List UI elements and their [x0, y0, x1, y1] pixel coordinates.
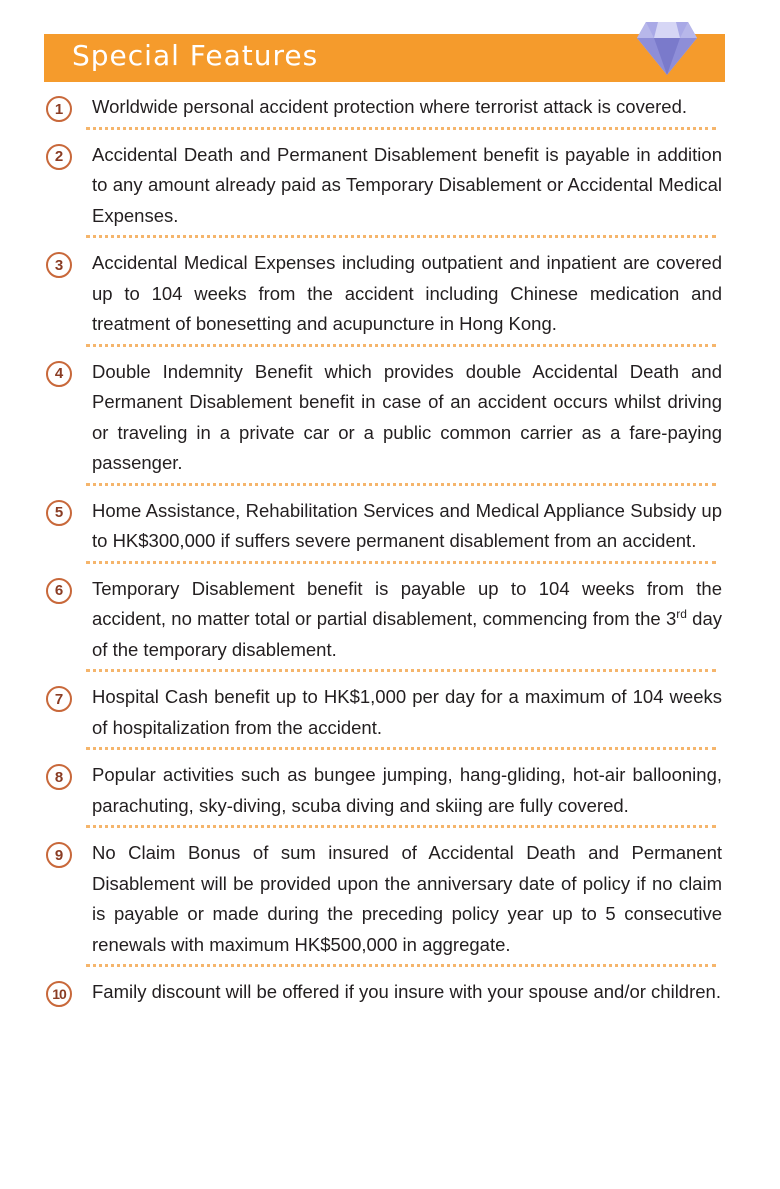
number-badge: 8 [46, 764, 72, 790]
number-badge: 10 [46, 981, 72, 1007]
feature-item [46, 357, 722, 479]
feature-item [46, 574, 722, 666]
feature-item [46, 977, 722, 1008]
dotted-divider [86, 669, 716, 672]
feature-text: Hospital Cash benefit up to HK$1,000 per day for a maximum of 104 weeks of hospitalization from the accident. [92, 686, 722, 738]
feature-text: Family discount will be offered if you insure with your spouse and/or children. [92, 981, 721, 1002]
section-banner [44, 34, 725, 82]
number-badge: 5 [46, 500, 72, 526]
feature-text: Home Assistance, Rehabilitation Services and Medical Appliance Subsidy up to HK$300,000 if suffers severe permanent disablement from an accident. [92, 499, 722, 551]
feature-text: Popular activities such as bungee jumping, hang-gliding, hot-air ballooning, parachuting, sky-diving, scuba diving and skiing are fully covered. [92, 764, 722, 816]
feature-item [46, 496, 722, 557]
feature-text [92, 574, 722, 666]
feature-item [46, 838, 722, 960]
number-badge: 3 [46, 252, 72, 278]
number-badge: 7 [46, 686, 72, 712]
feature-item [46, 140, 722, 232]
dotted-divider [86, 483, 716, 486]
feature-item [46, 248, 722, 340]
feature-list [46, 92, 722, 1008]
feature-text-part: day of the temporary disablement. [92, 608, 723, 660]
feature-item [46, 682, 722, 743]
number-badge: 2 [46, 144, 72, 170]
number-badge: 6 [46, 578, 72, 604]
dotted-divider [86, 561, 716, 564]
dotted-divider [86, 825, 716, 828]
feature-text: No Claim Bonus of sum insured of Accidental Death and Permanent Disablement will be provided upon the anniversary date of policy if no claim is payable or made during the preceding policy year up to 5 consecutive renewals with maximum HK$500,000 in aggregate. [92, 842, 722, 955]
diamond-icon [636, 20, 698, 76]
feature-text: Accidental Death and Permanent Disablement benefit is payable in addition to any amount already paid as Temporary Disablement or Accidental Medical Expenses. [92, 143, 722, 226]
number-badge: 9 [46, 842, 72, 868]
feature-text: Accidental Medical Expenses including outpatient and inpatient are covered up to 104 weeks from the accident including Chinese medication and treatment of bonesetting and acupuncture in Hong Kong. [92, 252, 722, 334]
feature-text: Double Indemnity Benefit which provides double Accidental Death and Permanent Disablement benefit in case of an accident occurs whilst driving or traveling in a private car or a public common carrier as a fare-paying passenger. [92, 360, 722, 473]
ordinal-suffix: rd [676, 606, 687, 621]
dotted-divider [86, 127, 716, 130]
feature-text: Worldwide personal accident protection where terrorist attack is covered. [92, 96, 688, 117]
feature-text-part: Temporary Disablement benefit is payable up to 104 weeks from the accident, no matter total or partial disablement, commencing from the 3 [92, 577, 722, 629]
section-title: Special Features [72, 39, 319, 72]
feature-item [46, 92, 722, 123]
dotted-divider [86, 344, 716, 347]
feature-item [46, 760, 722, 821]
number-badge: 1 [46, 96, 72, 122]
dotted-divider [86, 235, 716, 238]
number-badge: 4 [46, 361, 72, 387]
dotted-divider [86, 747, 716, 750]
dotted-divider [86, 964, 716, 967]
